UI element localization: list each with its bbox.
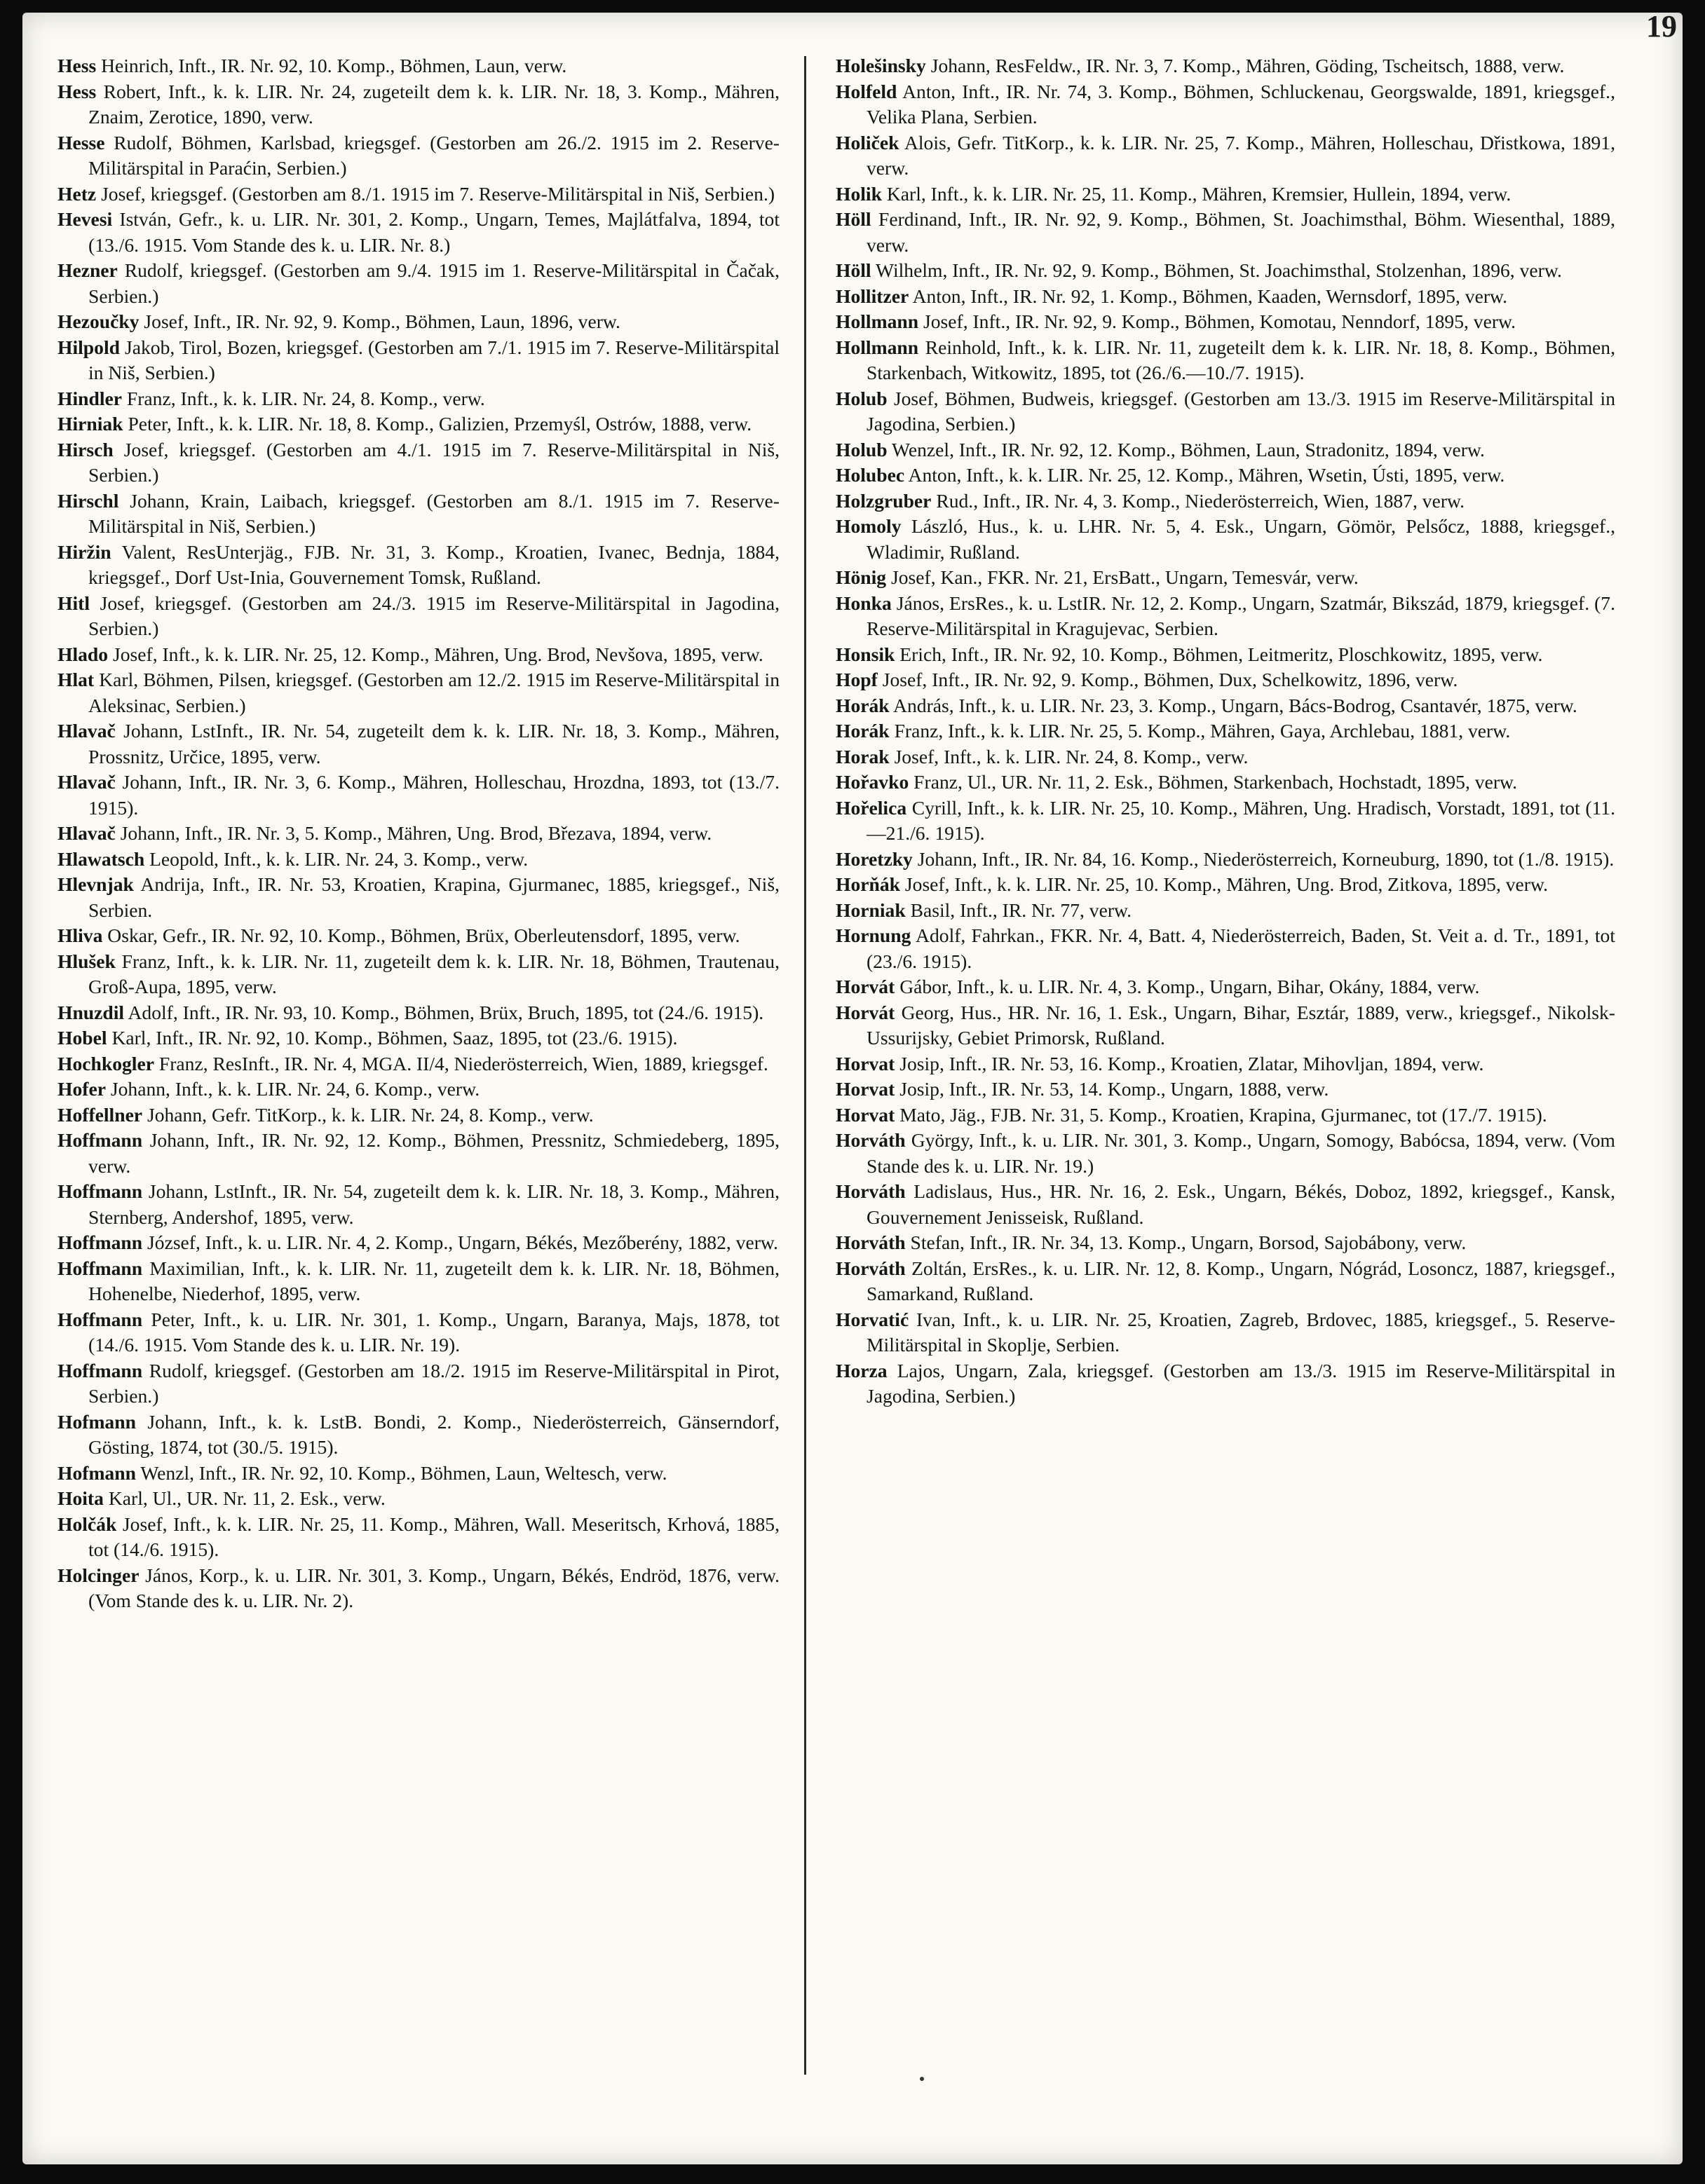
entry-surname: Horňák xyxy=(836,873,900,895)
roll-entry xyxy=(836,718,1615,744)
entry-details: Georg, Hus., HR. Nr. 16, 1. Esk., Ungarn, Bihar, Esztár, 1889, verw., kriegsgef., Nikolsk-Ussurijsky, Gebiet Primorsk, Rußland. xyxy=(867,1001,1615,1049)
entry-surname: Hollmann xyxy=(836,336,919,358)
entry-details: Anton, Inft., IR. Nr. 74, 3. Komp., Böhmen, Schluckenau, Georgswalde, 1891, kriegsgef., Velika Plana, Serbien. xyxy=(867,80,1615,128)
ink-speck xyxy=(920,2077,924,2081)
entry-surname: Holub xyxy=(836,387,888,409)
roll-entry xyxy=(57,1512,780,1563)
roll-entry xyxy=(836,1256,1615,1307)
entry-surname: Horvát xyxy=(836,1001,895,1023)
entry-details: Adolf, Inft., IR. Nr. 93, 10. Komp., Böhmen, Brüx, Bruch, 1895, tot (24./6. 1915). xyxy=(128,1001,764,1023)
roll-entry xyxy=(57,1358,780,1410)
roll-entry xyxy=(57,207,780,258)
entry-details: Maximilian, Inft., k. k. LIR. Nr. 11, zugeteilt dem k. k. LIR. Nr. 18, Böhmen, Hohenelbe, Niederhof, 1895, verw. xyxy=(88,1257,780,1304)
entry-surname: Horák xyxy=(836,720,890,742)
entry-details: Franz, Inft., k. k. LIR. Nr. 25, 5. Komp., Mähren, Gaya, Archlebau, 1881, verw. xyxy=(894,720,1511,742)
entry-details: Josef, Inft., k. k. LIR. Nr. 25, 12. Komp., Mähren, Ung. Brod, Nevšova, 1895, verw. xyxy=(112,643,763,665)
entry-details: János, ErsRes., k. u. LstIR. Nr. 12, 2. Komp., Ungarn, Szatmár, Bikszád, 1879, kriegsgef. (7. Reserve-Militärspital in Kragujevac, Serbien. xyxy=(867,592,1615,639)
entry-surname: Holik xyxy=(836,182,882,205)
roll-entry xyxy=(57,1563,780,1614)
entry-details: Peter, Inft., k. k. LIR. Nr. 18, 8. Komp., Galizien, Przemyśl, Ostrów, 1888, verw. xyxy=(128,413,752,435)
entry-surname: Hlušek xyxy=(57,950,116,972)
roll-entry xyxy=(57,1410,780,1461)
entry-details: Johann, Inft., IR. Nr. 92, 12. Komp., Böhmen, Pressnitz, Schmiedeberg, 1895, verw. xyxy=(88,1129,780,1177)
entry-details: Josef, Böhmen, Budweis, kriegsgef. (Gestorben am 13./3. 1915 im Reserve-Militärspital in Jagodina, Serbien.) xyxy=(867,387,1615,435)
entry-surname: Horváth xyxy=(836,1129,906,1151)
entry-details: Franz, Inft., k. k. LIR. Nr. 11, zugeteilt dem k. k. LIR. Nr. 18, Böhmen, Trautenau, Groß-Aupa, 1895, verw. xyxy=(88,950,780,997)
entry-details: Karl, Ul., UR. Nr. 11, 2. Esk., verw. xyxy=(108,1487,386,1509)
entry-surname: Hezoučky xyxy=(57,310,140,332)
entry-surname: Hess xyxy=(57,80,97,102)
entry-details: Basil, Inft., IR. Nr. 77, verw. xyxy=(910,899,1132,921)
roll-entry xyxy=(57,1128,780,1179)
entry-surname: Holcinger xyxy=(57,1564,140,1586)
entry-surname: Hoffmann xyxy=(57,1257,143,1279)
roll-entry xyxy=(836,309,1615,335)
roll-entry xyxy=(57,386,780,412)
entry-details: Gábor, Inft., k. u. LIR. Nr. 4, 3. Komp., Ungarn, Bihar, Okány, 1884, verw. xyxy=(899,976,1480,997)
roll-entry xyxy=(836,284,1615,310)
entry-details: Adolf, Fahrkan., FKR. Nr. 4, Batt. 4, Niederösterreich, Baden, St. Veit a. d. Tr., 1891, tot (23./6. 1915). xyxy=(867,924,1615,972)
roll-entry xyxy=(836,693,1615,719)
entry-details: Josef, Inft., k. k. LIR. Nr. 24, 8. Komp., verw. xyxy=(894,745,1249,767)
roll-entry xyxy=(836,130,1615,182)
entry-details: Franz, Inft., k. k. LIR. Nr. 24, 8. Komp., verw. xyxy=(126,387,485,409)
roll-entry xyxy=(57,1051,780,1077)
column-divider xyxy=(804,56,806,2075)
entry-surname: Hlavač xyxy=(57,720,116,742)
roll-entry xyxy=(836,1077,1615,1103)
entry-details: Mato, Jäg., FJB. Nr. 31, 5. Komp., Kroatien, Krapina, Gjurmanec, tot (17./7. 1915). xyxy=(899,1103,1547,1126)
roll-entry xyxy=(836,1307,1615,1358)
entry-surname: Hlevnjak xyxy=(57,873,134,895)
entry-surname: Hollmann xyxy=(836,310,919,332)
entry-surname: Hoffmann xyxy=(57,1129,143,1151)
roll-entry xyxy=(57,53,780,79)
roll-entry xyxy=(836,796,1615,847)
entry-surname: Horváth xyxy=(836,1231,906,1253)
document-page xyxy=(22,13,1683,2164)
roll-entry xyxy=(836,258,1615,284)
entry-surname: Hirniak xyxy=(57,413,123,435)
entry-details: Rudolf, kriegsgef. (Gestorben am 9./4. 1915 im 1. Reserve-Militärspital in Čačak, Serbien.) xyxy=(88,259,780,307)
entry-surname: Hořavko xyxy=(836,771,909,793)
entry-details: Robert, Inft., k. k. LIR. Nr. 24, zugeteilt dem k. k. LIR. Nr. 18, 3. Komp., Mähren, Znaim, Zerotice, 1890, verw. xyxy=(88,80,780,128)
right-column xyxy=(836,53,1615,1410)
entry-surname: Hofer xyxy=(57,1078,106,1100)
entry-details: Josef, kriegsgef. (Gestorben am 8./1. 1915 im 7. Reserve-Militärspital in Niš, Serbien.) xyxy=(101,182,775,205)
entry-surname: Hiržin xyxy=(57,540,111,563)
entry-details: Josip, Inft., IR. Nr. 53, 14. Komp., Ungarn, 1888, verw. xyxy=(899,1078,1329,1100)
roll-entry xyxy=(836,207,1615,258)
entry-surname: Horak xyxy=(836,745,890,767)
entry-details: László, Hus., k. u. LHR. Nr. 5, 4. Esk., Ungarn, Gömör, Pelsőcz, 1888, kriegsgef., Wladimir, Rußland. xyxy=(867,515,1615,563)
roll-entry xyxy=(57,872,780,923)
entry-surname: Hoita xyxy=(57,1487,104,1509)
entry-details: Rudolf, Böhmen, Karlsbad, kriegsgef. (Gestorben am 26./2. 1915 im 2. Reserve-Militärspital in Paraćin, Serbien.) xyxy=(88,131,780,179)
entry-surname: Hönig xyxy=(836,566,887,588)
entry-surname: Hochkogler xyxy=(57,1052,154,1074)
roll-entry xyxy=(836,667,1615,693)
roll-entry xyxy=(836,79,1615,130)
entry-surname: Hlado xyxy=(57,643,109,665)
roll-entry xyxy=(836,923,1615,974)
roll-entry xyxy=(57,258,780,309)
entry-surname: Horvat xyxy=(836,1052,895,1074)
entry-surname: Hopf xyxy=(836,669,878,690)
roll-entry xyxy=(57,949,780,1000)
entry-details: Valent, ResUnterjäg., FJB. Nr. 31, 3. Komp., Kroatien, Ivanec, Bednja, 1884, kriegsgef., Dorf Ust-Inia, Gouvernement Tomsk, Rußland. xyxy=(88,540,780,588)
entry-details: Josip, Inft., IR. Nr. 53, 16. Komp., Kroatien, Zlatar, Mihovljan, 1894, verw. xyxy=(899,1052,1484,1074)
entry-surname: Hobel xyxy=(57,1027,107,1049)
entry-surname: Höll xyxy=(836,259,871,281)
entry-details: Wilhelm, Inft., IR. Nr. 92, 9. Komp., Böhmen, St. Joachimsthal, Stolzenhan, 1896, verw. xyxy=(876,259,1562,281)
entry-surname: Horváth xyxy=(836,1257,906,1279)
entry-details: Ladislaus, Hus., HR. Nr. 16, 2. Esk., Ungarn, Békés, Doboz, 1892, kriegsgef., Kansk, Gouvernement Jenisseisk, Rußland. xyxy=(867,1180,1616,1228)
entry-surname: Horvatić xyxy=(836,1308,909,1330)
roll-entry xyxy=(836,1230,1615,1256)
roll-entry xyxy=(57,437,780,489)
entry-details: Alois, Gefr. TitKorp., k. k. LIR. Nr. 25, 7. Komp., Mähren, Holleschau, Dřistkowa, 1891, verw. xyxy=(867,131,1615,179)
roll-entry xyxy=(57,182,780,207)
entry-surname: Horetzky xyxy=(836,847,913,870)
entry-surname: Hoffmann xyxy=(57,1180,143,1202)
entry-details: Josef, Inft., IR. Nr. 92, 9. Komp., Böhmen, Dux, Schelkowitz, 1896, verw. xyxy=(882,669,1458,690)
roll-entry xyxy=(836,463,1615,489)
entry-surname: Hezner xyxy=(57,259,118,281)
roll-entry xyxy=(57,770,780,821)
roll-entry xyxy=(57,821,780,847)
roll-entry xyxy=(57,1307,780,1358)
roll-entry xyxy=(57,718,780,770)
entry-surname: Horvat xyxy=(836,1078,895,1100)
entry-surname: Hliva xyxy=(57,924,103,946)
entry-details: Rudolf, kriegsgef. (Gestorben am 18./2. 1915 im Reserve-Militärspital in Pirot, Serbien.) xyxy=(88,1359,780,1407)
entry-surname: Hetz xyxy=(57,182,97,205)
entry-details: Johann, Inft., IR. Nr. 3, 6. Komp., Mähren, Holleschau, Hrozdna, 1893, tot (13./7. 1915). xyxy=(88,771,780,819)
roll-entry xyxy=(836,974,1615,1000)
entry-surname: Hoffmann xyxy=(57,1231,143,1253)
entry-details: Peter, Inft., k. u. LIR. Nr. 301, 1. Komp., Ungarn, Baranya, Majs, 1878, tot (14./6. 1915. Vom Stande des k. u. LIR. Nr. 19). xyxy=(88,1308,780,1356)
roll-entry xyxy=(836,1128,1615,1179)
roll-entry xyxy=(57,1486,780,1512)
roll-entry xyxy=(836,642,1615,668)
roll-entry xyxy=(57,667,780,718)
roll-entry xyxy=(836,872,1615,898)
entry-surname: Holešinsky xyxy=(836,55,926,76)
roll-entry xyxy=(836,1179,1615,1230)
entry-surname: Hess xyxy=(57,55,97,76)
entry-surname: Hesse xyxy=(57,131,105,153)
roll-entry xyxy=(836,335,1615,386)
entry-details: Anton, Inft., IR. Nr. 92, 1. Komp., Böhmen, Kaaden, Wernsdorf, 1895, verw. xyxy=(912,285,1508,307)
roll-entry xyxy=(836,898,1615,924)
entry-details: Reinhold, Inft., k. k. LIR. Nr. 11, zugeteilt dem k. k. LIR. Nr. 18, 8. Komp., Böhmen, Starkenbach, Witkowitz, 1895, tot (26./6.—10./7. 1915). xyxy=(867,336,1615,383)
entry-details: Johann, Inft., IR. Nr. 84, 16. Komp., Niederösterreich, Korneuburg, 1890, tot (1./8. 1915). xyxy=(917,847,1615,870)
entry-details: Jakob, Tirol, Bozen, kriegsgef. (Gestorben am 7./1. 1915 im 7. Reserve-Militärspital in Niš, Serbien.) xyxy=(88,336,780,383)
entry-details: Erich, Inft., IR. Nr. 92, 10. Komp., Böhmen, Leitmeritz, Ploschkowitz, 1895, verw. xyxy=(899,643,1543,665)
entry-details: Wenzl, Inft., IR. Nr. 92, 10. Komp., Böhmen, Laun, Weltesch, verw. xyxy=(140,1461,667,1484)
entry-details: Karl, Inft., IR. Nr. 92, 10. Komp., Böhmen, Saaz, 1895, tot (23./6. 1915). xyxy=(111,1027,678,1049)
entry-surname: Honka xyxy=(836,592,892,614)
entry-surname: Hilpold xyxy=(57,336,120,358)
entry-details: Rud., Inft., IR. Nr. 4, 3. Komp., Niederösterreich, Wien, 1887, verw. xyxy=(936,489,1465,512)
entry-details: Stefan, Inft., IR. Nr. 34, 13. Komp., Ungarn, Borsod, Sajobábony, verw. xyxy=(910,1231,1467,1253)
entry-details: Josef, Inft., IR. Nr. 92, 9. Komp., Böhmen, Komotau, Nenndorf, 1895, verw. xyxy=(923,310,1516,332)
entry-surname: Holubec xyxy=(836,464,905,486)
entry-details: Josef, Inft., IR. Nr. 92, 9. Komp., Böhmen, Laun, 1896, verw. xyxy=(144,310,620,332)
roll-entry xyxy=(836,182,1615,207)
entry-details: Johann, Krain, Laibach, kriegsgef. (Gestorben am 8./1. 1915 im 7. Reserve-Militärspital in Niš, Serbien.) xyxy=(88,489,780,537)
entry-surname: Höll xyxy=(836,208,871,230)
entry-details: Johann, Inft., k. k. LstB. Bondi, 2. Komp., Niederösterreich, Gänserndorf, Gösting, 1874, tot (30./5. 1915). xyxy=(88,1410,780,1458)
entry-details: József, Inft., k. u. LIR. Nr. 4, 2. Komp., Ungarn, Békés, Mezőberény, 1882, verw. xyxy=(147,1231,778,1253)
entry-surname: Horvát xyxy=(836,976,895,997)
entry-surname: Horza xyxy=(836,1359,888,1381)
entry-surname: Hevesi xyxy=(57,208,113,230)
entry-surname: Homoly xyxy=(836,515,902,537)
entry-details: Wenzel, Inft., IR. Nr. 92, 12. Komp., Böhmen, Laun, Stradonitz, 1894, verw. xyxy=(892,438,1485,460)
roll-entry xyxy=(57,335,780,386)
roll-entry xyxy=(836,1000,1615,1051)
entry-surname: Holzgruber xyxy=(836,489,932,512)
entry-details: Josef, kriegsgef. (Gestorben am 4./1. 1915 im 7. Reserve-Militärspital in Niš, Serbien.) xyxy=(88,438,780,486)
roll-entry xyxy=(57,1103,780,1128)
roll-entry xyxy=(57,847,780,873)
roll-entry xyxy=(57,309,780,335)
entry-details: Franz, ResInft., IR. Nr. 4, MGA. II/4, Niederösterreich, Wien, 1889, kriegsgef. xyxy=(158,1052,768,1074)
entry-details: Johann, Gefr. TitKorp., k. k. LIR. Nr. 24, 8. Komp., verw. xyxy=(147,1103,594,1126)
entry-details: Karl, Inft., k. k. LIR. Nr. 25, 11. Komp., Mähren, Kremsier, Hullein, 1894, verw. xyxy=(886,182,1512,205)
entry-surname: Hlavač xyxy=(57,822,116,844)
entry-details: Johann, ResFeldw., IR. Nr. 3, 7. Komp., Mähren, Göding, Tscheitsch, 1888, verw. xyxy=(930,55,1565,76)
entry-surname: Horák xyxy=(836,694,890,716)
entry-surname: Horváth xyxy=(836,1180,906,1202)
page-number: 19 xyxy=(1646,13,1677,43)
roll-entry xyxy=(836,514,1615,565)
entry-surname: Hoffmann xyxy=(57,1308,143,1330)
roll-entry xyxy=(57,540,780,591)
roll-entry xyxy=(836,565,1615,591)
entry-details: Josef, Inft., k. k. LIR. Nr. 25, 10. Komp., Mähren, Ung. Brod, Zitkova, 1895, verw. xyxy=(904,873,1549,895)
entry-details: Johann, Inft., k. k. LIR. Nr. 24, 6. Komp., verw. xyxy=(110,1078,480,1100)
roll-entry xyxy=(836,386,1615,437)
entry-surname: Hofmann xyxy=(57,1410,136,1433)
entry-details: Anton, Inft., k. k. LIR. Nr. 25, 12. Komp., Mähren, Wsetin, Ústi, 1895, verw. xyxy=(908,464,1505,486)
entry-details: Ivan, Inft., k. u. LIR. Nr. 25, Kroatien, Zagreb, Brdovec, 1885, kriegsgef., 5. Reserve-Militärspital in Skoplje, Serbien. xyxy=(867,1308,1615,1356)
roll-entry xyxy=(57,130,780,182)
entry-surname: Holiček xyxy=(836,131,899,153)
roll-entry xyxy=(57,1230,780,1256)
roll-entry xyxy=(836,847,1615,873)
entry-surname: Holčák xyxy=(57,1513,117,1535)
roll-entry xyxy=(57,1000,780,1026)
roll-entry xyxy=(57,1179,780,1230)
entry-details: Cyrill, Inft., k. k. LIR. Nr. 25, 10. Komp., Mähren, Ung. Hradisch, Vorstadt, 1891, tot (11.—21./6. 1915). xyxy=(867,796,1616,844)
roll-entry xyxy=(836,1051,1615,1077)
roll-entry xyxy=(57,489,780,540)
entry-surname: Hlawatsch xyxy=(57,847,145,870)
roll-entry xyxy=(57,1256,780,1307)
roll-entry xyxy=(57,591,780,642)
entry-details: Heinrich, Inft., IR. Nr. 92, 10. Komp., Böhmen, Laun, verw. xyxy=(101,55,567,76)
roll-entry xyxy=(836,1103,1615,1128)
entry-details: Zoltán, ErsRes., k. u. LIR. Nr. 12, 8. Komp., Ungarn, Nógrád, Losoncz, 1887, kriegsgef., Samarkand, Rußland. xyxy=(867,1257,1615,1304)
roll-entry xyxy=(57,1077,780,1103)
roll-entry xyxy=(836,53,1615,79)
entry-surname: Hofmann xyxy=(57,1461,136,1484)
roll-entry xyxy=(836,1358,1615,1410)
entry-surname: Hornung xyxy=(836,924,911,946)
entry-details: Josef, Inft., k. k. LIR. Nr. 25, 11. Komp., Mähren, Wall. Meseritsch, Krhová, 1885, tot (14./6. 1915). xyxy=(88,1513,780,1560)
entry-surname: Horvat xyxy=(836,1103,895,1126)
entry-details: András, Inft., k. u. LIR. Nr. 23, 3. Komp., Ungarn, Bács-Bodrog, Csantavér, 1875, verw. xyxy=(893,694,1577,716)
entry-details: Josef, kriegsgef. (Gestorben am 24./3. 1915 im Reserve-Militärspital in Jagodina, Serbien.) xyxy=(88,592,780,639)
entry-surname: Honsik xyxy=(836,643,895,665)
entry-surname: Hlat xyxy=(57,669,95,690)
roll-entry xyxy=(836,591,1615,642)
left-column xyxy=(57,53,780,1614)
entry-details: Josef, Kan., FKR. Nr. 21, ErsBatt., Ungarn, Temesvár, verw. xyxy=(890,566,1359,588)
entry-surname: Hitl xyxy=(57,592,90,614)
roll-entry xyxy=(836,744,1615,770)
entry-surname: Hirschl xyxy=(57,489,119,512)
roll-entry xyxy=(57,923,780,949)
roll-entry xyxy=(836,437,1615,463)
entry-surname: Hollitzer xyxy=(836,285,909,307)
roll-entry xyxy=(836,770,1615,796)
entry-surname: Hindler xyxy=(57,387,122,409)
roll-entry xyxy=(57,79,780,130)
entry-surname: Holub xyxy=(836,438,888,460)
entry-details: Ferdinand, Inft., IR. Nr. 92, 9. Komp., Böhmen, St. Joachimsthal, Böhm. Wiesenthal, 1889, verw. xyxy=(867,208,1615,256)
entry-details: Karl, Böhmen, Pilsen, kriegsgef. (Gestorben am 12./2. 1915 im Reserve-Militärspital in Aleksinac, Serbien.) xyxy=(88,669,780,716)
entry-details: Oskar, Gefr., IR. Nr. 92, 10. Komp., Böhmen, Brüx, Oberleutensdorf, 1895, verw. xyxy=(107,924,740,946)
entry-details: György, Inft., k. u. LIR. Nr. 301, 3. Komp., Ungarn, Somogy, Babócsa, 1894, verw. (Vom Stande des k. u. LIR. Nr. 19.) xyxy=(867,1129,1615,1177)
entry-details: János, Korp., k. u. LIR. Nr. 301, 3. Komp., Ungarn, Békés, Endröd, 1876, verw. (Vom Stande des k. u. LIR. Nr. 2). xyxy=(88,1564,780,1611)
entry-details: Johann, Inft., IR. Nr. 3, 5. Komp., Mähren, Ung. Brod, Březava, 1894, verw. xyxy=(120,822,712,844)
roll-entry xyxy=(57,1025,780,1051)
entry-surname: Hirsch xyxy=(57,438,114,460)
entry-details: Johann, LstInft., IR. Nr. 54, zugeteilt dem k. k. LIR. Nr. 18, 3. Komp., Mähren, Sternberg, Andershof, 1895, verw. xyxy=(88,1180,780,1228)
entry-surname: Hlavač xyxy=(57,771,116,793)
entry-surname: Hoffmann xyxy=(57,1359,143,1381)
roll-entry xyxy=(57,1461,780,1487)
entry-details: István, Gefr., k. u. LIR. Nr. 301, 2. Komp., Ungarn, Temes, Majlátfalva, 1894, tot (13./6. 1915. Vom Stande des k. u. LIR. Nr. 8.) xyxy=(88,208,780,256)
roll-entry xyxy=(57,642,780,668)
roll-entry xyxy=(836,489,1615,514)
entry-details: Andrija, Inft., IR. Nr. 53, Kroatien, Krapina, Gjurmanec, 1885, kriegsgef., Niš, Serbien. xyxy=(88,873,780,921)
entry-details: Leopold, Inft., k. k. LIR. Nr. 24, 3. Komp., verw. xyxy=(149,847,529,870)
entry-details: Franz, Ul., UR. Nr. 11, 2. Esk., Böhmen, Starkenbach, Hochstadt, 1895, verw. xyxy=(913,771,1518,793)
entry-details: Lajos, Ungarn, Zala, kriegsgef. (Gestorben am 13./3. 1915 im Reserve-Militärspital in Jagodina, Serbien.) xyxy=(867,1359,1615,1407)
entry-surname: Hořelica xyxy=(836,796,907,819)
entry-surname: Horniak xyxy=(836,899,906,921)
entry-surname: Hnuzdil xyxy=(57,1001,125,1023)
roll-entry xyxy=(57,411,780,437)
entry-details: Johann, LstInft., IR. Nr. 54, zugeteilt dem k. k. LIR. Nr. 18, 3. Komp., Mähren, Prossnitz, Určice, 1895, verw. xyxy=(88,720,780,767)
entry-surname: Holfeld xyxy=(836,80,897,102)
entry-surname: Hoffellner xyxy=(57,1103,143,1126)
